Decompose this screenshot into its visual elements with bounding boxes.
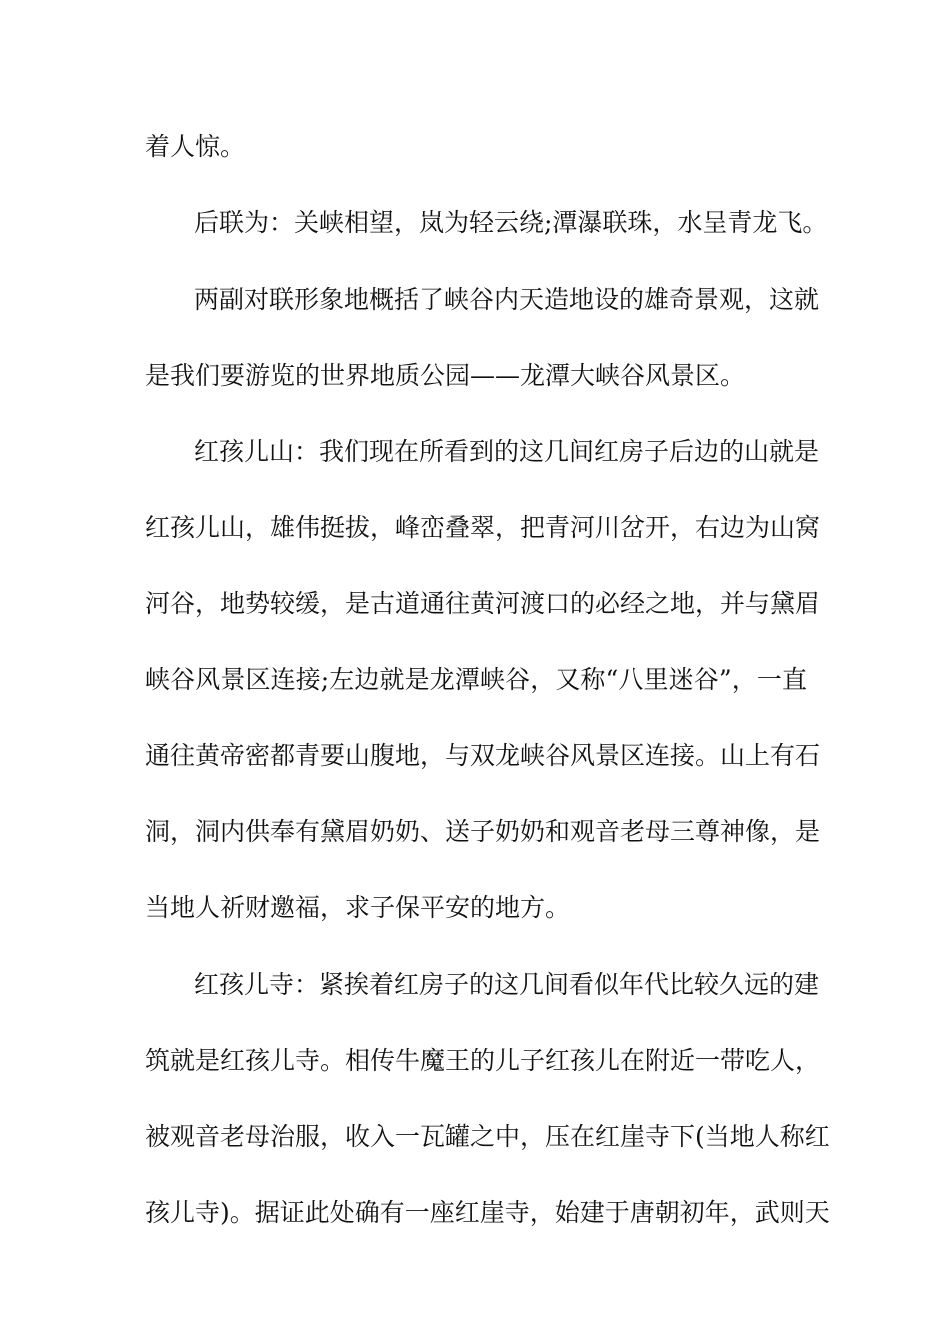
text-line: 孩儿寺)。据证此处确有一座红崖寺，始建于唐朝初年，武则天 bbox=[145, 1198, 830, 1227]
text-line: 红孩儿山，雄伟挺拔，峰峦叠翠，把青河川岔开，右边为山窝 bbox=[145, 513, 821, 542]
text-line: 洞，洞内供奉有黛眉奶奶、送子奶奶和观音老母三尊神像，是 bbox=[145, 817, 821, 846]
text-line: 筑就是红孩儿寺。相传牛魔王的儿子红孩儿在附近一带吃人， bbox=[145, 1046, 821, 1075]
text-line: 两副对联形象地概括了峡谷内天造地设的雄奇景观，这就 bbox=[194, 285, 820, 314]
text-line: 被观音老母治服，收入一瓦罐之中，压在红崖寺下(当地人称红 bbox=[145, 1122, 830, 1151]
text-line: 红孩儿山：我们现在所看到的这几间红房子后边的山就是 bbox=[194, 437, 820, 466]
text-line: 峡谷风景区连接;左边就是龙潭峡谷，又称“八里迷谷”，一直 bbox=[145, 665, 807, 694]
text-line: 是我们要游览的世界地质公园——龙潭大峡谷风景区。 bbox=[145, 361, 746, 390]
text-line: 后联为：关峡相望，岚为轻云绕;潭瀑联珠，水呈青龙飞。 bbox=[194, 208, 828, 237]
text-line: 河谷，地势较缓，是古道通往黄河渡口的必经之地，并与黛眉 bbox=[145, 589, 821, 618]
text-line: 红孩儿寺：紧挨着红房子的这几间看似年代比较久远的建 bbox=[194, 970, 820, 999]
text-line: 通往黄帝密都青要山腹地，与双龙峡谷风景区连接。山上有石 bbox=[145, 741, 821, 770]
text-line: 着人惊。 bbox=[145, 132, 246, 161]
text-line: 当地人祈财邀福，求子保平安的地方。 bbox=[145, 893, 571, 922]
